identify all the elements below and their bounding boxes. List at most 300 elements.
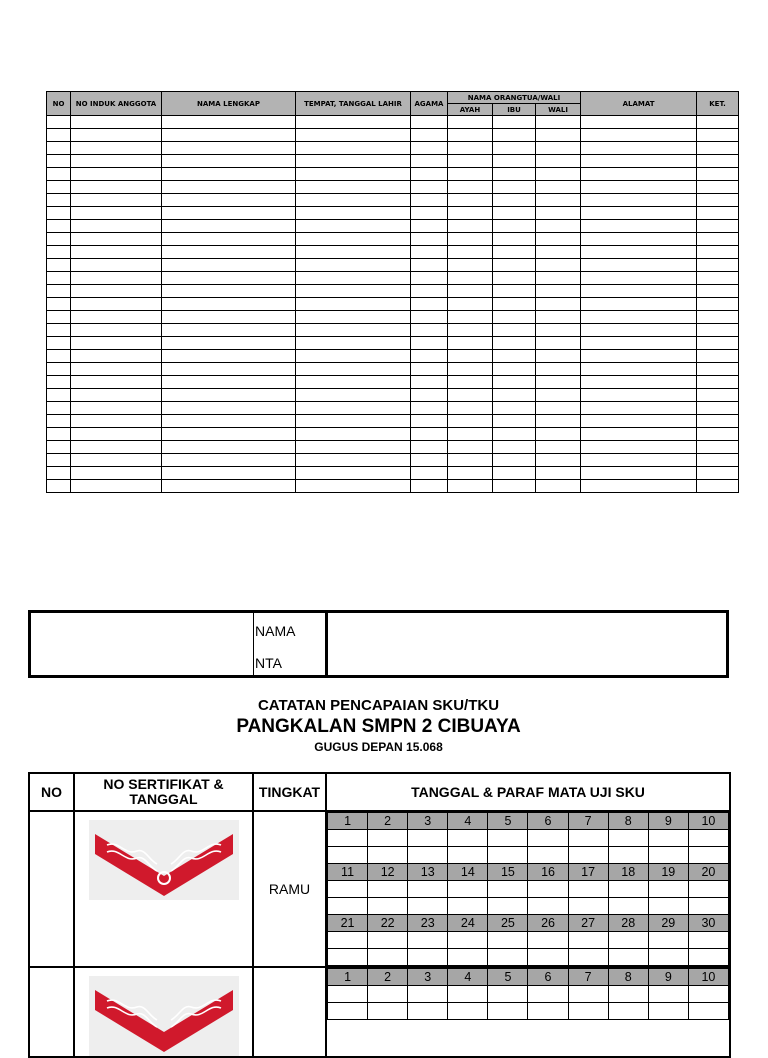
member-cell[interactable] — [697, 168, 739, 181]
member-cell[interactable] — [296, 389, 411, 402]
sku-paraf-cell[interactable] — [528, 830, 568, 847]
sku-paraf-cell[interactable] — [368, 1003, 408, 1020]
member-cell[interactable] — [47, 454, 71, 467]
member-cell[interactable] — [162, 233, 296, 246]
member-cell[interactable] — [71, 402, 162, 415]
member-cell[interactable] — [493, 324, 536, 337]
member-cell[interactable] — [581, 259, 697, 272]
sku-paraf-cell[interactable] — [448, 949, 488, 966]
sku-paraf-cell[interactable] — [528, 932, 568, 949]
member-cell[interactable] — [581, 285, 697, 298]
member-cell[interactable] — [448, 155, 493, 168]
member-cell[interactable] — [448, 415, 493, 428]
sku-no-cell[interactable] — [29, 811, 74, 967]
member-cell[interactable] — [162, 220, 296, 233]
member-cell[interactable] — [493, 272, 536, 285]
sku-paraf-cell[interactable] — [568, 932, 608, 949]
member-cell[interactable] — [162, 402, 296, 415]
member-cell[interactable] — [581, 207, 697, 220]
member-cell[interactable] — [411, 467, 448, 480]
member-cell[interactable] — [47, 194, 71, 207]
member-cell[interactable] — [296, 363, 411, 376]
member-cell[interactable] — [162, 389, 296, 402]
member-cell[interactable] — [162, 272, 296, 285]
sku-paraf-cell[interactable] — [568, 881, 608, 898]
member-cell[interactable] — [581, 350, 697, 363]
sku-paraf-cell[interactable] — [408, 1003, 448, 1020]
member-cell[interactable] — [296, 272, 411, 285]
member-cell[interactable] — [493, 181, 536, 194]
sku-paraf-cell[interactable] — [648, 1003, 688, 1020]
member-cell[interactable] — [71, 259, 162, 272]
member-cell[interactable] — [581, 116, 697, 129]
member-cell[interactable] — [536, 285, 581, 298]
member-cell[interactable] — [162, 116, 296, 129]
member-cell[interactable] — [411, 246, 448, 259]
member-cell[interactable] — [162, 480, 296, 493]
member-cell[interactable] — [162, 441, 296, 454]
member-cell[interactable] — [536, 389, 581, 402]
member-cell[interactable] — [47, 389, 71, 402]
sku-paraf-cell[interactable] — [448, 898, 488, 915]
member-cell[interactable] — [448, 454, 493, 467]
member-cell[interactable] — [411, 480, 448, 493]
member-cell[interactable] — [411, 272, 448, 285]
sku-paraf-cell[interactable] — [688, 847, 728, 864]
member-cell[interactable] — [411, 129, 448, 142]
member-cell[interactable] — [162, 194, 296, 207]
member-cell[interactable] — [47, 246, 71, 259]
member-cell[interactable] — [536, 207, 581, 220]
sku-paraf-cell[interactable] — [568, 898, 608, 915]
member-cell[interactable] — [536, 194, 581, 207]
member-cell[interactable] — [162, 363, 296, 376]
member-cell[interactable] — [448, 220, 493, 233]
member-cell[interactable] — [536, 454, 581, 467]
member-cell[interactable] — [296, 246, 411, 259]
member-cell[interactable] — [47, 376, 71, 389]
sku-paraf-cell[interactable] — [648, 986, 688, 1003]
member-cell[interactable] — [71, 168, 162, 181]
member-cell[interactable] — [71, 324, 162, 337]
sku-paraf-cell[interactable] — [648, 949, 688, 966]
member-cell[interactable] — [411, 350, 448, 363]
member-cell[interactable] — [581, 415, 697, 428]
member-cell[interactable] — [581, 389, 697, 402]
member-cell[interactable] — [47, 337, 71, 350]
member-cell[interactable] — [162, 181, 296, 194]
member-cell[interactable] — [47, 311, 71, 324]
sku-paraf-cell[interactable] — [448, 847, 488, 864]
member-cell[interactable] — [162, 454, 296, 467]
member-cell[interactable] — [71, 207, 162, 220]
member-cell[interactable] — [493, 428, 536, 441]
sku-paraf-cell[interactable] — [648, 847, 688, 864]
member-cell[interactable] — [536, 441, 581, 454]
member-cell[interactable] — [536, 428, 581, 441]
member-cell[interactable] — [47, 415, 71, 428]
member-cell[interactable] — [697, 181, 739, 194]
member-cell[interactable] — [581, 467, 697, 480]
member-cell[interactable] — [697, 129, 739, 142]
member-cell[interactable] — [162, 259, 296, 272]
member-cell[interactable] — [71, 246, 162, 259]
member-cell[interactable] — [71, 116, 162, 129]
sku-paraf-cell[interactable] — [528, 898, 568, 915]
member-cell[interactable] — [493, 389, 536, 402]
member-cell[interactable] — [47, 168, 71, 181]
member-cell[interactable] — [71, 272, 162, 285]
member-cell[interactable] — [47, 155, 71, 168]
sku-paraf-cell[interactable] — [568, 1003, 608, 1020]
member-cell[interactable] — [71, 194, 162, 207]
member-cell[interactable] — [697, 298, 739, 311]
member-cell[interactable] — [162, 337, 296, 350]
member-cell[interactable] — [47, 220, 71, 233]
member-cell[interactable] — [296, 324, 411, 337]
member-cell[interactable] — [296, 441, 411, 454]
member-cell[interactable] — [411, 233, 448, 246]
member-cell[interactable] — [71, 376, 162, 389]
member-cell[interactable] — [162, 311, 296, 324]
member-cell[interactable] — [411, 207, 448, 220]
member-cell[interactable] — [536, 350, 581, 363]
member-cell[interactable] — [697, 207, 739, 220]
member-cell[interactable] — [411, 428, 448, 441]
member-cell[interactable] — [71, 389, 162, 402]
member-cell[interactable] — [47, 116, 71, 129]
member-cell[interactable] — [162, 376, 296, 389]
member-cell[interactable] — [493, 142, 536, 155]
sku-paraf-cell[interactable] — [568, 847, 608, 864]
member-cell[interactable] — [581, 298, 697, 311]
member-cell[interactable] — [448, 259, 493, 272]
member-cell[interactable] — [411, 389, 448, 402]
member-cell[interactable] — [448, 298, 493, 311]
member-cell[interactable] — [162, 415, 296, 428]
member-cell[interactable] — [411, 259, 448, 272]
member-cell[interactable] — [411, 376, 448, 389]
sku-paraf-cell[interactable] — [648, 881, 688, 898]
member-cell[interactable] — [581, 168, 697, 181]
member-cell[interactable] — [71, 285, 162, 298]
member-cell[interactable] — [536, 142, 581, 155]
member-cell[interactable] — [411, 285, 448, 298]
member-cell[interactable] — [448, 480, 493, 493]
member-cell[interactable] — [493, 376, 536, 389]
sku-paraf-cell[interactable] — [568, 949, 608, 966]
sku-paraf-cell[interactable] — [488, 881, 528, 898]
member-cell[interactable] — [296, 220, 411, 233]
member-cell[interactable] — [448, 246, 493, 259]
member-cell[interactable] — [493, 207, 536, 220]
member-cell[interactable] — [581, 194, 697, 207]
member-cell[interactable] — [581, 142, 697, 155]
member-cell[interactable] — [536, 181, 581, 194]
member-cell[interactable] — [493, 129, 536, 142]
member-cell[interactable] — [71, 142, 162, 155]
sku-paraf-cell[interactable] — [328, 932, 368, 949]
member-cell[interactable] — [581, 337, 697, 350]
sku-paraf-cell[interactable] — [328, 949, 368, 966]
member-cell[interactable] — [296, 467, 411, 480]
member-cell[interactable] — [71, 129, 162, 142]
sku-paraf-cell[interactable] — [368, 949, 408, 966]
member-cell[interactable] — [411, 142, 448, 155]
sku-paraf-cell[interactable] — [408, 949, 448, 966]
member-cell[interactable] — [697, 142, 739, 155]
member-cell[interactable] — [47, 441, 71, 454]
member-cell[interactable] — [581, 220, 697, 233]
member-cell[interactable] — [581, 402, 697, 415]
member-cell[interactable] — [296, 155, 411, 168]
sku-paraf-cell[interactable] — [608, 1003, 648, 1020]
sku-paraf-cell[interactable] — [528, 986, 568, 1003]
member-cell[interactable] — [296, 402, 411, 415]
member-cell[interactable] — [71, 428, 162, 441]
member-cell[interactable] — [536, 155, 581, 168]
member-cell[interactable] — [296, 168, 411, 181]
member-cell[interactable] — [71, 337, 162, 350]
member-cell[interactable] — [162, 428, 296, 441]
member-cell[interactable] — [411, 194, 448, 207]
member-cell[interactable] — [493, 363, 536, 376]
sku-paraf-cell[interactable] — [408, 898, 448, 915]
member-cell[interactable] — [448, 207, 493, 220]
member-cell[interactable] — [411, 454, 448, 467]
sku-paraf-cell[interactable] — [328, 898, 368, 915]
member-cell[interactable] — [162, 168, 296, 181]
sku-paraf-cell[interactable] — [488, 898, 528, 915]
member-cell[interactable] — [581, 311, 697, 324]
member-cell[interactable] — [162, 324, 296, 337]
member-cell[interactable] — [536, 363, 581, 376]
sku-paraf-cell[interactable] — [488, 949, 528, 966]
member-cell[interactable] — [493, 415, 536, 428]
member-cell[interactable] — [697, 415, 739, 428]
member-cell[interactable] — [697, 233, 739, 246]
member-cell[interactable] — [47, 363, 71, 376]
member-cell[interactable] — [448, 402, 493, 415]
member-cell[interactable] — [411, 363, 448, 376]
member-cell[interactable] — [47, 142, 71, 155]
member-cell[interactable] — [71, 480, 162, 493]
member-cell[interactable] — [536, 116, 581, 129]
member-cell[interactable] — [697, 467, 739, 480]
member-cell[interactable] — [296, 233, 411, 246]
member-cell[interactable] — [448, 194, 493, 207]
sku-paraf-cell[interactable] — [648, 932, 688, 949]
member-cell[interactable] — [493, 220, 536, 233]
member-cell[interactable] — [581, 129, 697, 142]
sku-paraf-cell[interactable] — [368, 898, 408, 915]
member-cell[interactable] — [47, 207, 71, 220]
member-cell[interactable] — [71, 233, 162, 246]
member-cell[interactable] — [697, 155, 739, 168]
member-cell[interactable] — [448, 181, 493, 194]
member-cell[interactable] — [536, 298, 581, 311]
member-cell[interactable] — [448, 116, 493, 129]
member-cell[interactable] — [697, 454, 739, 467]
member-cell[interactable] — [47, 402, 71, 415]
member-cell[interactable] — [296, 298, 411, 311]
sku-paraf-cell[interactable] — [368, 932, 408, 949]
member-cell[interactable] — [71, 220, 162, 233]
member-cell[interactable] — [493, 467, 536, 480]
member-cell[interactable] — [448, 142, 493, 155]
member-cell[interactable] — [162, 298, 296, 311]
member-cell[interactable] — [411, 415, 448, 428]
member-cell[interactable] — [536, 324, 581, 337]
member-cell[interactable] — [697, 441, 739, 454]
member-cell[interactable] — [296, 311, 411, 324]
member-cell[interactable] — [296, 181, 411, 194]
sku-paraf-cell[interactable] — [528, 881, 568, 898]
member-cell[interactable] — [411, 220, 448, 233]
member-cell[interactable] — [536, 337, 581, 350]
member-cell[interactable] — [411, 298, 448, 311]
sku-paraf-cell[interactable] — [488, 847, 528, 864]
sku-paraf-cell[interactable] — [368, 847, 408, 864]
member-cell[interactable] — [47, 480, 71, 493]
member-cell[interactable] — [697, 311, 739, 324]
member-cell[interactable] — [448, 311, 493, 324]
member-cell[interactable] — [493, 350, 536, 363]
sku-paraf-cell[interactable] — [368, 986, 408, 1003]
member-cell[interactable] — [411, 402, 448, 415]
sku-paraf-cell[interactable] — [408, 847, 448, 864]
member-cell[interactable] — [47, 285, 71, 298]
member-cell[interactable] — [448, 272, 493, 285]
member-cell[interactable] — [493, 311, 536, 324]
sku-paraf-cell[interactable] — [488, 986, 528, 1003]
member-cell[interactable] — [47, 298, 71, 311]
member-cell[interactable] — [536, 129, 581, 142]
member-cell[interactable] — [536, 480, 581, 493]
member-cell[interactable] — [448, 350, 493, 363]
sku-paraf-cell[interactable] — [688, 830, 728, 847]
member-cell[interactable] — [581, 181, 697, 194]
member-cell[interactable] — [581, 324, 697, 337]
sku-paraf-cell[interactable] — [608, 847, 648, 864]
sku-paraf-cell[interactable] — [688, 986, 728, 1003]
member-cell[interactable] — [296, 129, 411, 142]
member-cell[interactable] — [71, 311, 162, 324]
member-cell[interactable] — [411, 311, 448, 324]
member-cell[interactable] — [581, 454, 697, 467]
member-cell[interactable] — [581, 376, 697, 389]
member-cell[interactable] — [493, 285, 536, 298]
member-cell[interactable] — [448, 129, 493, 142]
sku-paraf-cell[interactable] — [448, 1003, 488, 1020]
member-cell[interactable] — [536, 233, 581, 246]
member-cell[interactable] — [493, 259, 536, 272]
sku-paraf-cell[interactable] — [368, 881, 408, 898]
member-cell[interactable] — [493, 454, 536, 467]
member-cell[interactable] — [581, 441, 697, 454]
member-cell[interactable] — [697, 285, 739, 298]
sku-paraf-cell[interactable] — [448, 986, 488, 1003]
member-cell[interactable] — [697, 259, 739, 272]
sku-paraf-cell[interactable] — [488, 932, 528, 949]
sku-paraf-cell[interactable] — [608, 898, 648, 915]
member-cell[interactable] — [493, 246, 536, 259]
member-cell[interactable] — [296, 428, 411, 441]
member-cell[interactable] — [47, 324, 71, 337]
member-cell[interactable] — [581, 428, 697, 441]
member-cell[interactable] — [448, 363, 493, 376]
member-cell[interactable] — [71, 441, 162, 454]
sku-paraf-cell[interactable] — [688, 898, 728, 915]
member-cell[interactable] — [47, 428, 71, 441]
member-cell[interactable] — [536, 415, 581, 428]
member-cell[interactable] — [71, 155, 162, 168]
member-cell[interactable] — [71, 467, 162, 480]
sku-paraf-cell[interactable] — [648, 830, 688, 847]
member-cell[interactable] — [697, 194, 739, 207]
member-cell[interactable] — [296, 194, 411, 207]
sku-paraf-cell[interactable] — [528, 949, 568, 966]
member-cell[interactable] — [47, 129, 71, 142]
member-cell[interactable] — [493, 116, 536, 129]
member-cell[interactable] — [296, 142, 411, 155]
sku-paraf-cell[interactable] — [408, 830, 448, 847]
sku-paraf-cell[interactable] — [328, 830, 368, 847]
member-cell[interactable] — [296, 350, 411, 363]
sku-paraf-cell[interactable] — [328, 847, 368, 864]
member-cell[interactable] — [697, 116, 739, 129]
sku-paraf-cell[interactable] — [488, 830, 528, 847]
member-cell[interactable] — [697, 363, 739, 376]
sku-paraf-cell[interactable] — [368, 830, 408, 847]
member-cell[interactable] — [162, 155, 296, 168]
member-cell[interactable] — [71, 454, 162, 467]
member-cell[interactable] — [581, 363, 697, 376]
member-cell[interactable] — [411, 324, 448, 337]
member-cell[interactable] — [296, 207, 411, 220]
member-cell[interactable] — [493, 168, 536, 181]
sku-paraf-cell[interactable] — [688, 949, 728, 966]
member-cell[interactable] — [296, 337, 411, 350]
sku-paraf-cell[interactable] — [688, 1003, 728, 1020]
sku-paraf-cell[interactable] — [328, 881, 368, 898]
member-cell[interactable] — [581, 480, 697, 493]
member-cell[interactable] — [697, 337, 739, 350]
sku-no-cell[interactable] — [29, 967, 74, 1057]
sku-paraf-cell[interactable] — [408, 881, 448, 898]
member-cell[interactable] — [697, 246, 739, 259]
sku-paraf-cell[interactable] — [528, 1003, 568, 1020]
sku-paraf-cell[interactable] — [488, 1003, 528, 1020]
member-cell[interactable] — [162, 142, 296, 155]
sku-paraf-cell[interactable] — [328, 986, 368, 1003]
member-cell[interactable] — [162, 467, 296, 480]
member-cell[interactable] — [536, 220, 581, 233]
member-cell[interactable] — [697, 350, 739, 363]
member-cell[interactable] — [581, 233, 697, 246]
member-cell[interactable] — [411, 116, 448, 129]
member-cell[interactable] — [697, 272, 739, 285]
member-cell[interactable] — [697, 389, 739, 402]
member-cell[interactable] — [448, 467, 493, 480]
member-cell[interactable] — [411, 155, 448, 168]
member-cell[interactable] — [71, 350, 162, 363]
member-cell[interactable] — [296, 454, 411, 467]
member-cell[interactable] — [536, 402, 581, 415]
member-cell[interactable] — [697, 480, 739, 493]
member-cell[interactable] — [536, 259, 581, 272]
member-cell[interactable] — [448, 428, 493, 441]
